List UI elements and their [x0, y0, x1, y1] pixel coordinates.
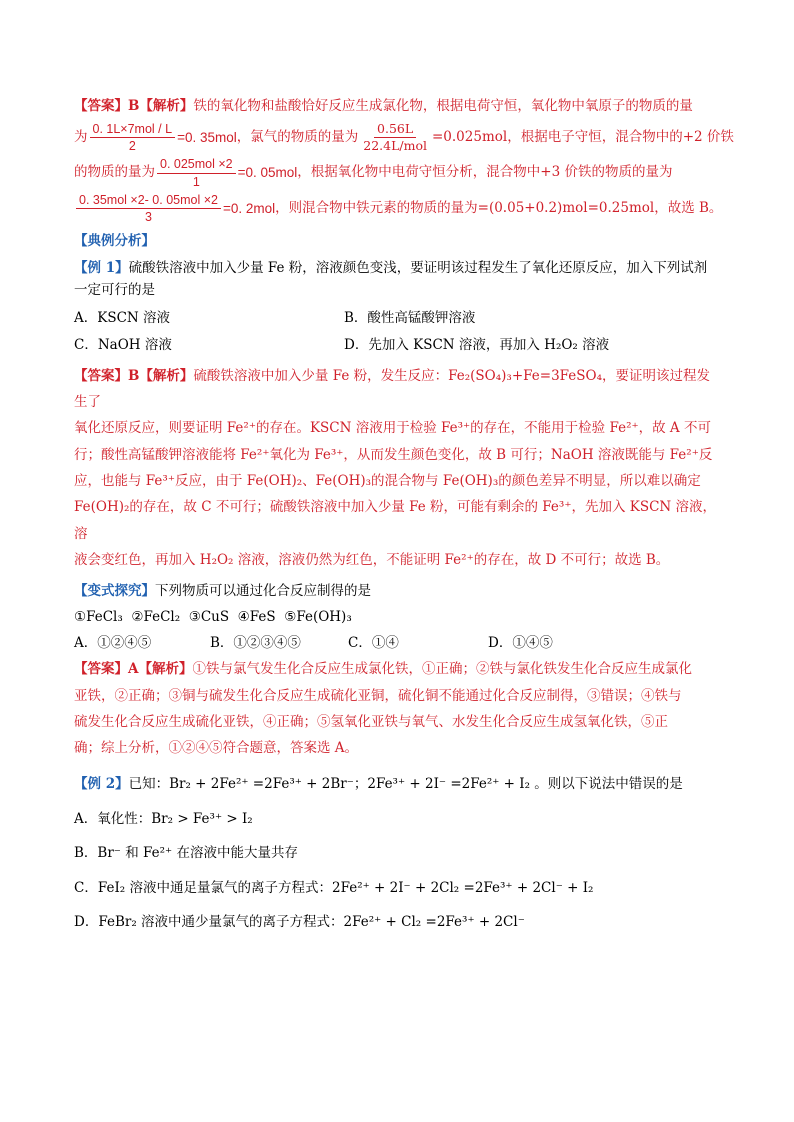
options-row	[74, 308, 722, 330]
formula-line-3	[74, 193, 722, 225]
answer-text: 为	[74, 128, 88, 145]
section-title: 【典例分析】	[74, 232, 155, 249]
formula-result: =0. 2mol	[222, 201, 276, 217]
fraction: $\frac{\text{0. 1L×7mol / L}}{2}$	[90, 122, 176, 154]
answer-text: 行；酸性高锰酸钾溶液能将 Fe²⁺氧化为 Fe³⁺，从而发生颜色变化，故 B 可行；NaOH 溶液既能与 Fe²⁺反	[74, 446, 713, 463]
fraction: $\frac{0.56L}{\text{22.4L/mol}}$	[363, 120, 427, 153]
option-d: D．①④⑤	[488, 634, 553, 651]
formula-result: =0.025mol	[431, 128, 508, 145]
answer-text: 氧化还原反应，则要证明 Fe²⁺的存在。KSCN 溶液用于检验 Fe³⁺的存在，不能用于检验 Fe²⁺，故 A 不可	[74, 420, 711, 437]
variant-tag: 【变式探究】	[74, 583, 155, 600]
answer-text: 亚铁，②正确；③铜与硫发生化合反应生成硫化亚铜，硫化铜不能通过化合反应制得，③错误；④铁与	[74, 687, 682, 704]
example-1	[74, 258, 722, 356]
option-d: D．先加入 KSCN 溶液，再加入 H₂O₂ 溶液	[344, 337, 610, 354]
answer-tag: 【答案】B【解析】	[74, 98, 194, 114]
option-c: C．FeI₂ 溶液中通足量氯气的离子方程式：2Fe²⁺ + 2I⁻ + 2Cl₂ =2Fe³⁺ + 2Cl⁻ + I₂	[74, 879, 594, 896]
option-b: B．Br⁻ 和 Fe²⁺ 在溶液中能大量共存	[74, 845, 298, 862]
answer-text: 确；综上分析，①②④⑤符合题意，答案选 A。	[74, 740, 359, 757]
answer-text: 应，也能与 Fe³⁺反应，由于 Fe(OH)₂、Fe(OH)₃的混合物与 Fe(OH)₃的颜色差异不明显，所以难以确定	[74, 473, 701, 490]
option-c: C．①④	[348, 634, 399, 651]
option-b: B．①②③④⑤	[210, 634, 301, 651]
example-tag: 【例 1】	[74, 260, 129, 277]
option-a: A．氧化性：Br₂ > Fe³⁺ > I₂	[74, 810, 253, 827]
answer-block-1	[74, 96, 734, 225]
question-items: ①FeCl₃ ②FeCl₂ ③CuS ④FeS ⑤Fe(OH)₃	[74, 608, 352, 625]
option-c: C．NaOH 溶液	[74, 337, 172, 354]
option-a: A．KSCN 溶液	[74, 309, 171, 326]
answer-text: ①铁与氯气发生化合反应生成氯化铁，①正确；②铁与氯化铁发生化合反应生成氯化	[192, 661, 692, 678]
answer-text: 液会变红色，再加入 H₂O₂ 溶液，溶液仍然为红色，不能证明 Fe²⁺的存在，故 D 不可行；故选 B。	[74, 552, 670, 568]
fraction: $\frac{\text{0. 35mol ×2- 0. 05mol ×2}}{3}$	[76, 193, 221, 225]
formula-result: =0. 05mol	[237, 165, 298, 181]
example-tag: 【例 2】	[74, 776, 129, 793]
document-page	[74, 96, 734, 940]
question-stem: 硫酸铁溶液中加入少量 Fe 粉，溶液颜色变浅，要证明该过程发生了氧化还原反应，加入下列试剂	[128, 260, 708, 277]
answer-text: ，根据电子守恒，混合物中的+2 价铁	[507, 128, 734, 145]
options-row	[74, 631, 722, 657]
answer-block-3	[74, 656, 722, 761]
answer-text: ，根据氧化物中电荷守恒分析，混合物中+3 价铁的物质的量为	[297, 164, 673, 181]
answer-text: 硫酸铁溶液中加入少量 Fe 粉，发生反应：Fe₂(SO₄)₃+Fe=3FeSO₄，要证明该过程发生了	[74, 367, 711, 411]
option-b: B．酸性高锰酸钾溶液	[344, 309, 476, 326]
answer-tag: 【答案】A【解析】	[74, 661, 193, 678]
answer-text: Fe(OH)₂的存在，故 C 不可行；硫酸铁溶液中加入少量 Fe 粉，可能有剩余的 Fe³⁺，先加入 KSCN 溶液，溶	[74, 499, 717, 542]
answer-text: ，氯气的物质的量为	[236, 128, 359, 145]
option-d: D．FeBr₂ 溶液中通少量氯气的离子方程式：2Fe²⁺ + Cl₂ =2Fe³⁺ + 2Cl⁻	[74, 914, 525, 931]
example-2	[74, 767, 722, 939]
question-stem: 已知：Br₂ + 2Fe²⁺ =2Fe³⁺ + 2Br⁻；2Fe³⁺ + 2I⁻ =2Fe²⁺ + I₂ 。则以下说法中错误的是	[128, 776, 683, 793]
variant-question	[74, 579, 722, 656]
fraction: $\frac{\text{0. 025mol ×2}}{1}$	[157, 157, 236, 189]
answer-text: 硫发生化合反应生成硫化亚铁，④正确；⑤氢氧化亚铁与氧气、水发生化合反应生成氢氧化铁，⑤正	[74, 713, 668, 730]
formula-result: =0. 35mol	[177, 129, 237, 145]
answer-text: 的物质的量为	[74, 164, 155, 181]
question-stem: 下列物质可以通过化合反应制得的是	[155, 583, 371, 600]
answer-tag: 【答案】B【解析】	[74, 367, 194, 384]
answer-text: 铁的氧化物和盐酸恰好反应生成氯化物，根据电荷守恒，氧化物中氧原子的物质的量	[193, 98, 693, 114]
option-a: A．①②④⑤	[74, 634, 152, 651]
answer-text: ，则混合物中铁元素的物质的量为=(0.05+0.2)mol=0.25mol，故选 B。	[275, 200, 723, 217]
options-row	[74, 335, 722, 357]
question-stem: 一定可行的是	[74, 282, 155, 299]
formula-line-2	[74, 157, 722, 189]
answer-block-2	[74, 363, 722, 574]
formula-line-1	[74, 120, 734, 154]
